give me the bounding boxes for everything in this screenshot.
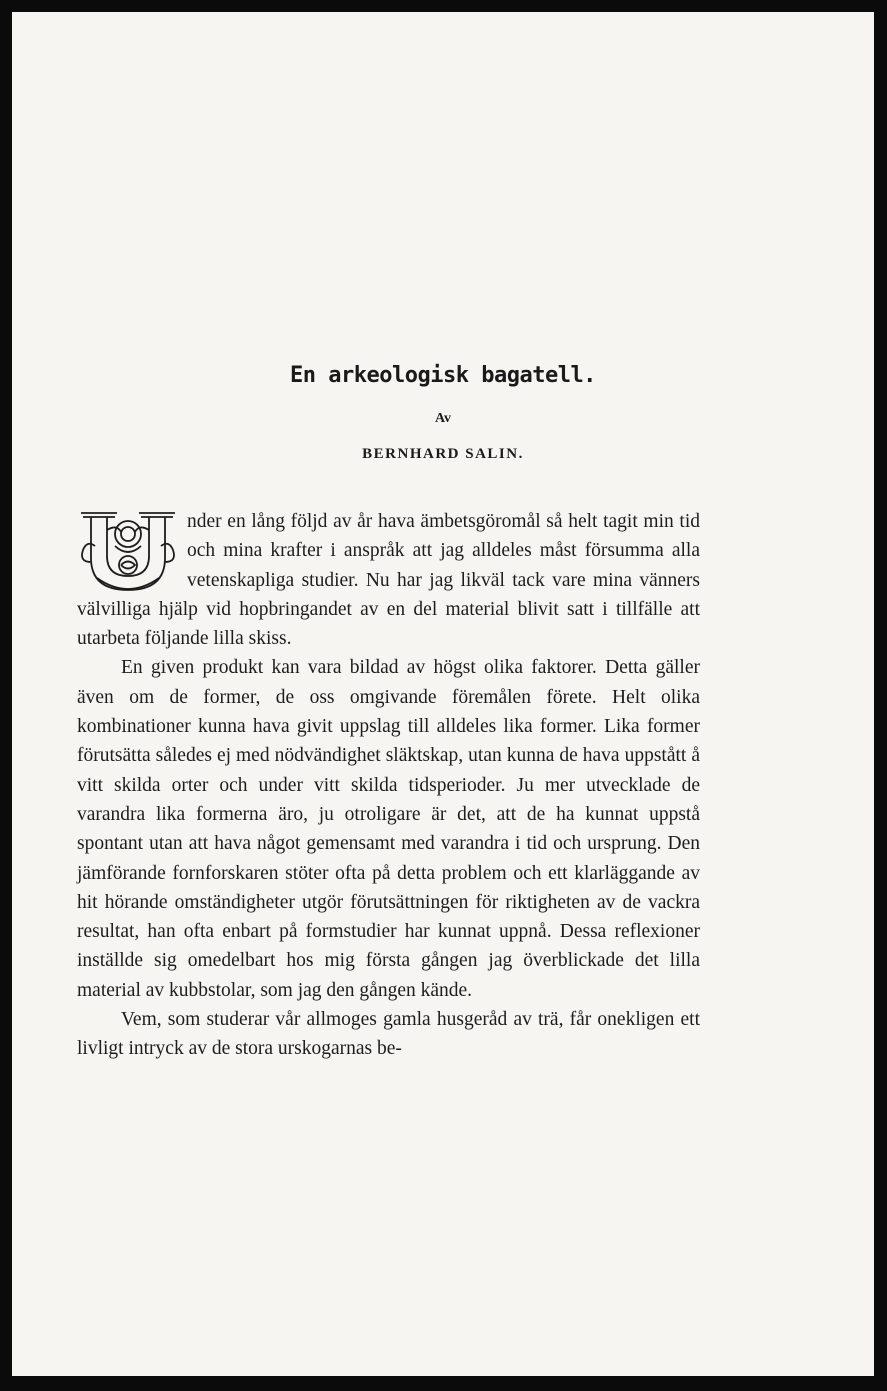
paragraph-1 [77, 507, 700, 653]
article-title: En arkeologisk bagatell. [290, 363, 596, 388]
book-page [12, 12, 874, 1376]
author-name: BERNHARD SALIN. [362, 446, 524, 462]
ornamental-initial-u [77, 510, 179, 594]
svg-text:U: U [127, 572, 129, 573]
byline-prefix: Av [434, 411, 452, 426]
paragraph-3: Vem, som studerar vår allmoges gamla husgeråd av trä, får onekligen ett livligt intryck av de stora urskogarnas be- [77, 1009, 700, 1060]
paragraph-1-text: nder en lång följd av år hava ämbetsgöromål så helt tagit min tid och mina krafter i anspråk att jag alldeles måst försumma alla vetenskapliga studier. Nu har jag likväl tack vare mina vänners välvilliga hjälp vid hopbringandet av en del material blivit satt i tillfälle att utarbeta följande lilla skiss. [77, 511, 700, 650]
paragraph-2: En given produkt kan vara bildad av högst olika faktorer. Detta gäller även om de former, de oss omgivande föremålen förete. Helt olika kombinationer kunna hava givit uppslag till alldeles lika former. Lika former förutsätta således ej med nödvändighet släktskap, utan kunna de hava uppstått å vitt skilda orter och under vitt skilda tidsperioder. Ju mer utvecklade de varandra lika formerna äro, ju otroligare är det, att de ha kunnat uppstå spontant utan att hava något gemensamt med varandra i tid och ursprung. Den jämförande fornforskaren stöter ofta på detta problem och ett klarläggande av hit hörande omständigheter utgör förutsättningen för riktigheten av de vackra resultat, han ofta enbart på formstudier har kunnat uppnå. Dessa reflexioner inställde sig omedelbart hos mig första gången jag överblickade det lilla material av kubbstolar, som jag den gången kände. [77, 657, 700, 1001]
article-body [77, 507, 700, 1064]
ornamental-initial-icon [77, 510, 179, 594]
